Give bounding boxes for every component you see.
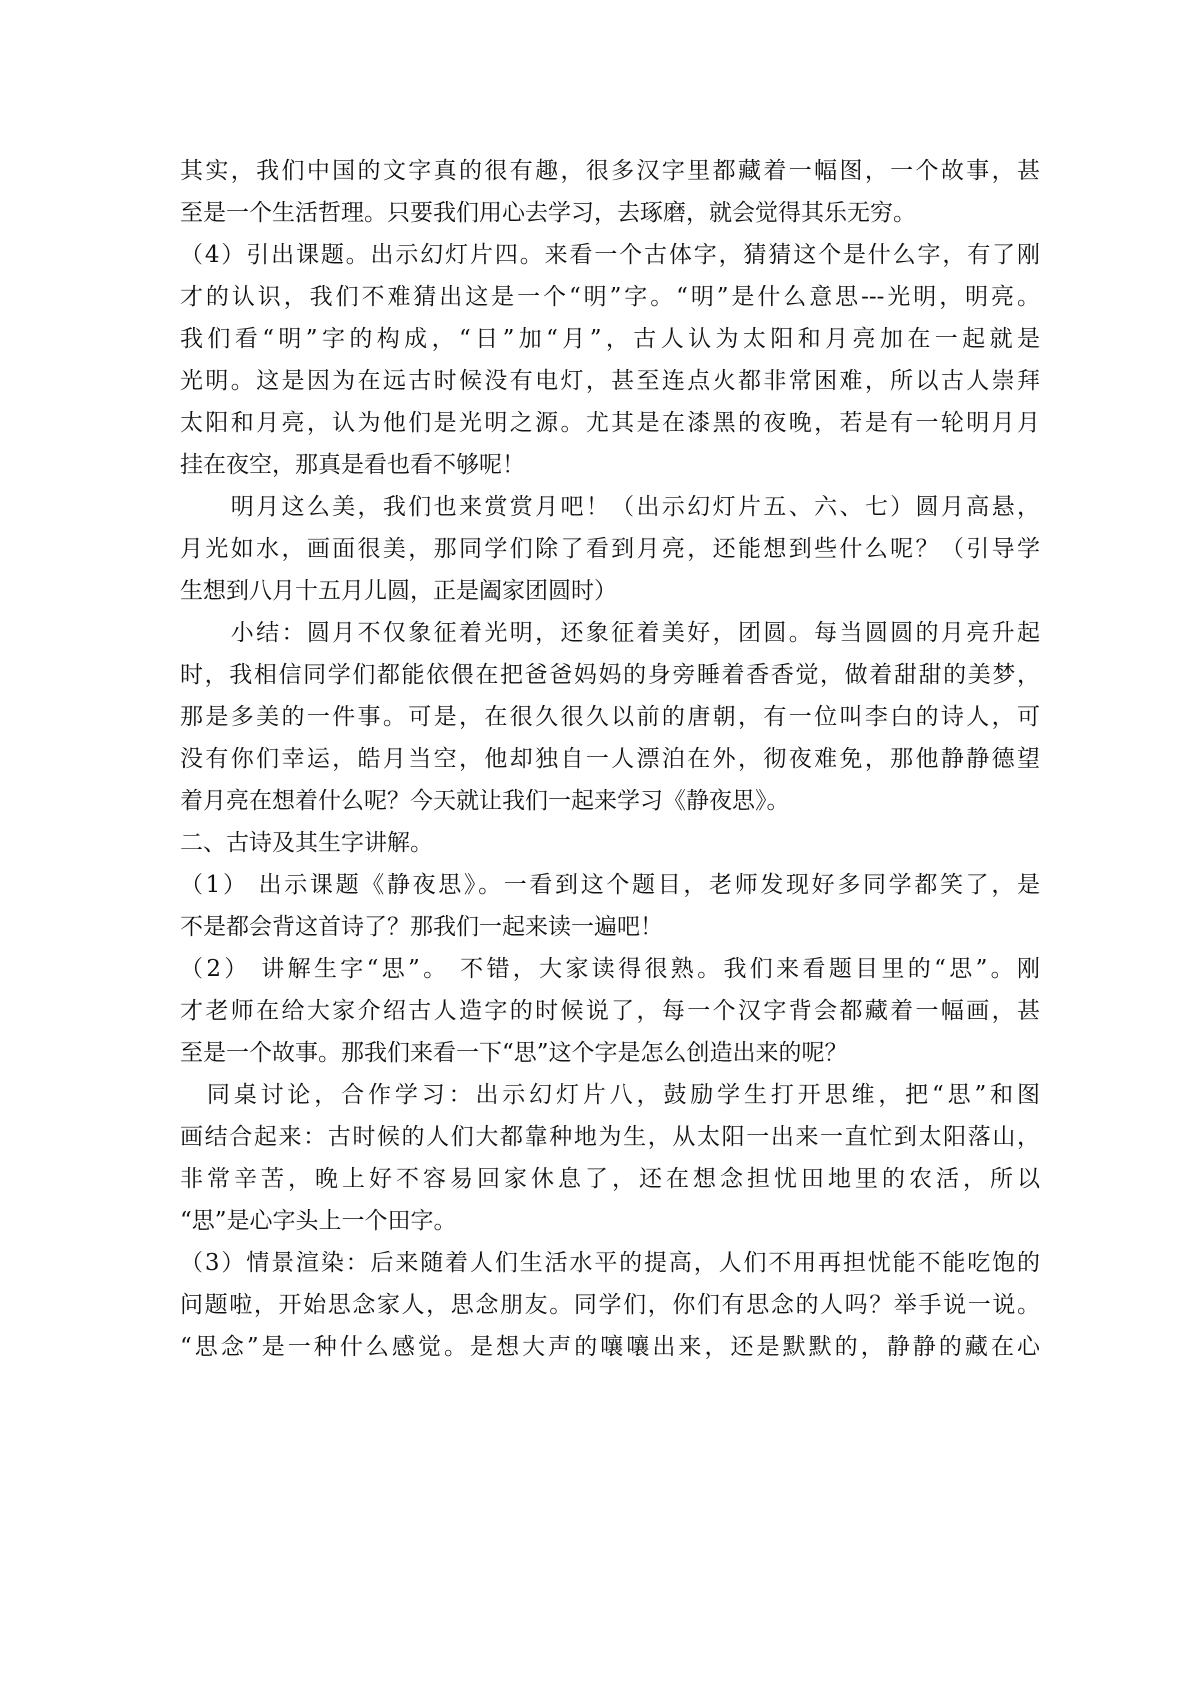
text-line: 我们看“明”字的构成，“日”加“月”，古人认为太阳和月亮加在一起就是: [180, 326, 1040, 352]
section-heading: 二、古诗及其生字讲解。: [180, 830, 433, 856]
text-line: 问题啦，开始思念家人，思念朋友。同学们，你们有思念的人吗？举手说一说。: [180, 1292, 1040, 1318]
text-line: 至是一个生活哲理。只要我们用心去学习，去琢磨，就会觉得其乐无穷。: [180, 200, 916, 226]
text-line: 时，我相信同学们都能依偎在把爸爸妈妈的身旁睡着香香觉，做着甜甜的美梦，: [180, 662, 1040, 688]
text-line: （3）情景渲染：后来随着人们生活水平的提高，人们不用再担忧能不能吃饱的: [180, 1250, 1040, 1276]
text-line: （1） 出示课题《静夜思》。一看到这个题目，老师发现好多同学都笑了，是: [180, 872, 1040, 898]
text-line: 没有你们幸运，皓月当空，他却独自一人漂泊在外，彻夜难免，那他静静德望: [180, 746, 1040, 772]
text-line: 同桌讨论，合作学习：出示幻灯片八，鼓励学生打开思维，把“思”和图: [180, 1082, 1040, 1108]
text-line: 才老师在给大家介绍古人造字的时候说了，每一个汉字背会都藏着一幅画，甚: [180, 998, 1040, 1024]
text-line: “思念”是一种什么感觉。是想大声的嚷嚷出来，还是默默的，静静的藏在心: [180, 1334, 1040, 1360]
text-line: 那是多美的一件事。可是，在很久很久以前的唐朝，有一位叫李白的诗人，可: [180, 704, 1040, 730]
text-line: 其实，我们中国的文字真的很有趣，很多汉字里都藏着一幅图，一个故事，甚: [180, 158, 1040, 184]
text-line: 光明。这是因为在远古时候没有电灯，甚至连点火都非常困难，所以古人崇拜: [180, 368, 1040, 394]
text-line: 挂在夜空，那真是看也看不够呢！: [180, 452, 525, 478]
text-line: 不是都会背这首诗了？那我们一起来读一遍吧！: [180, 914, 663, 940]
text-line: 至是一个故事。那我们来看一下“思”这个字是怎么创造出来的呢？: [180, 1040, 848, 1066]
text-line: 太阳和月亮，认为他们是光明之源。尤其是在漆黑的夜晚，若是有一轮明月月: [180, 410, 1040, 436]
text-line: （2） 讲解生字“思”。 不错，大家读得很熟。我们来看题目里的“思”。刚: [180, 956, 1040, 982]
text-line: 才的认识，我们不难猜出这是一个“明”字。“明”是什么意思---光明，明亮。: [180, 284, 1040, 310]
text-line: 月光如水，画面很美，那同学们除了看到月亮，还能想到些什么呢？（引导学: [180, 536, 1040, 562]
text-line: 明月这么美，我们也来赏赏月吧！（出示幻灯片五、六、七）圆月高悬，: [180, 494, 1040, 520]
text-line: 着月亮在想着什么呢？今天就让我们一起来学习《静夜思》。: [180, 788, 790, 814]
document-body: [180, 150, 1040, 1368]
text-line: 生想到八月十五月儿圆，正是阖家团圆时）: [180, 578, 617, 604]
text-line: （4）引出课题。出示幻灯片四。来看一个古体字，猜猜这个是什么字，有了刚: [180, 242, 1040, 268]
text-line: 非常辛苦，晚上好不容易回家休息了，还在想念担忧田地里的农活，所以: [180, 1166, 1040, 1192]
text-line: 画结合起来：古时候的人们大都靠种地为生，从太阳一出来一直忙到太阳落山，: [180, 1124, 1040, 1150]
text-line: 小结：圆月不仅象征着光明，还象征着美好，团圆。每当圆圆的月亮升起: [180, 620, 1040, 646]
text-line: “思”是心字头上一个田字。: [180, 1208, 457, 1234]
